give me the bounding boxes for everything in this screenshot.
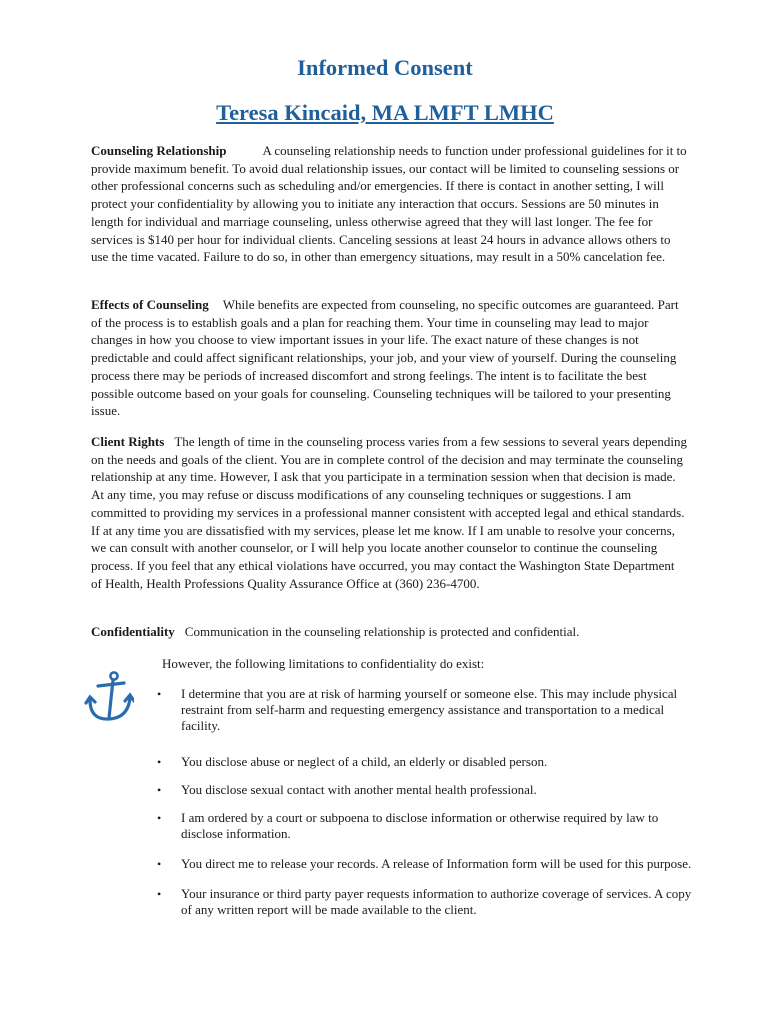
section-heading: Confidentiality [91, 624, 175, 639]
document-title: Informed Consent [297, 55, 473, 80]
bullet-dot: • [157, 857, 162, 871]
document-subtitle: Teresa Kincaid, MA LMFT LMHC [216, 100, 554, 125]
limitations-intro: However, the following limitations to confidentiality do exist: [162, 656, 485, 671]
section-text: A counseling relationship needs to function under professional guidelines for it to provide maximum benefit. To avoid dual relationship issues, our contact will be limited to counseling sessions or other professional concerns such as scheduling and/or emergencies. If there is contact in another setting, I will protect your confidentiality by allowing you to initiate any interaction that occurs. Sessions are 50 minutes in length for individual and marriage counseling, unless otherwise agreed that they will last longer. The fee for services is $140 per hour for individual clients. Canceling sessions at least 24 hours in advance allows others to use the time vacated. Failure to do so, in other than emergency situations, may result in a 50% cancelation fee. [91, 143, 687, 265]
section-heading: Counseling Relationship [91, 143, 227, 158]
section-heading: Effects of Counseling [91, 297, 209, 312]
section-confidentiality [91, 623, 687, 641]
list-item [155, 686, 695, 734]
list-item [155, 810, 695, 842]
bullet-dot: • [157, 755, 162, 769]
list-item [155, 856, 695, 872]
section-text: The length of time in the counseling process varies from a few sessions to several years depending on the needs and goals of the client. You are in complete control of the decision and may terminate the counseling relationship at any time. However, I ask that you participate in a termination session when that decision is made. At any time, you may refuse or discuss modifications of any counseling techniques or suggestions. I am committed to providing my services in a professional manner consistent with accepted legal and ethical standards. If at any time you are dissatisfied with my services, please let me know. If I am unable to resolve your concerns, we can consult with another counselor, or I will help you locate another counselor to continue the counseling process. If you feel that any ethical violations have occurred, you may contact the Washington State Department of Health, Health Professions Quality Assurance Office at (360) 236-4700. [91, 434, 687, 591]
list-item [155, 754, 695, 770]
list-item-text: Your insurance or third party payer requests information to authorize coverage of services. A copy of any written report will be made available to the client. [181, 886, 692, 917]
list-item [155, 886, 695, 918]
section-counseling-relationship [91, 142, 687, 266]
anchor-icon [84, 670, 134, 724]
section-heading: Client Rights [91, 434, 165, 449]
section-client-rights [91, 433, 687, 592]
section-text: Communication in the counseling relationship is protected and confidential. [184, 624, 580, 639]
section-effects-of-counseling [91, 296, 687, 420]
list-item-text: I determine that you are at risk of harming yourself or someone else. This may include physical restraint from self-harm and requesting emergency assistance and transportation to a medical facility. [181, 686, 678, 733]
list-item-text: You direct me to release your records. A release of Information form will be used for this purpose. [181, 856, 692, 871]
section-text: While benefits are expected from counseling, no specific outcomes are guaranteed. Part of the process is to establish goals and a plan for reaching them. Your time in counseling may lead to major changes in how you choose to view important issues in your life. The exact nature of these changes is not predictable and could affect significant relationships, your job, and your view of yourself. During the counseling process there may be periods of increased discomfort and strong feelings. The intent is to facilitate the best possible outcome based on your goals for counseling. Counseling techniques will be tailored to your presenting issue. [91, 297, 679, 419]
bullet-dot: • [157, 783, 162, 797]
bullet-dot: • [157, 887, 162, 901]
list-item [155, 782, 695, 798]
limitations-list [155, 686, 695, 918]
bullet-dot: • [157, 811, 162, 825]
bullet-dot: • [157, 687, 162, 701]
list-item-text: You disclose abuse or neglect of a child, an elderly or disabled person. [181, 754, 548, 769]
list-item-text: You disclose sexual contact with another mental health professional. [181, 782, 537, 797]
list-item-text: I am ordered by a court or subpoena to disclose information or otherwise required by law to disclose information. [181, 810, 659, 841]
